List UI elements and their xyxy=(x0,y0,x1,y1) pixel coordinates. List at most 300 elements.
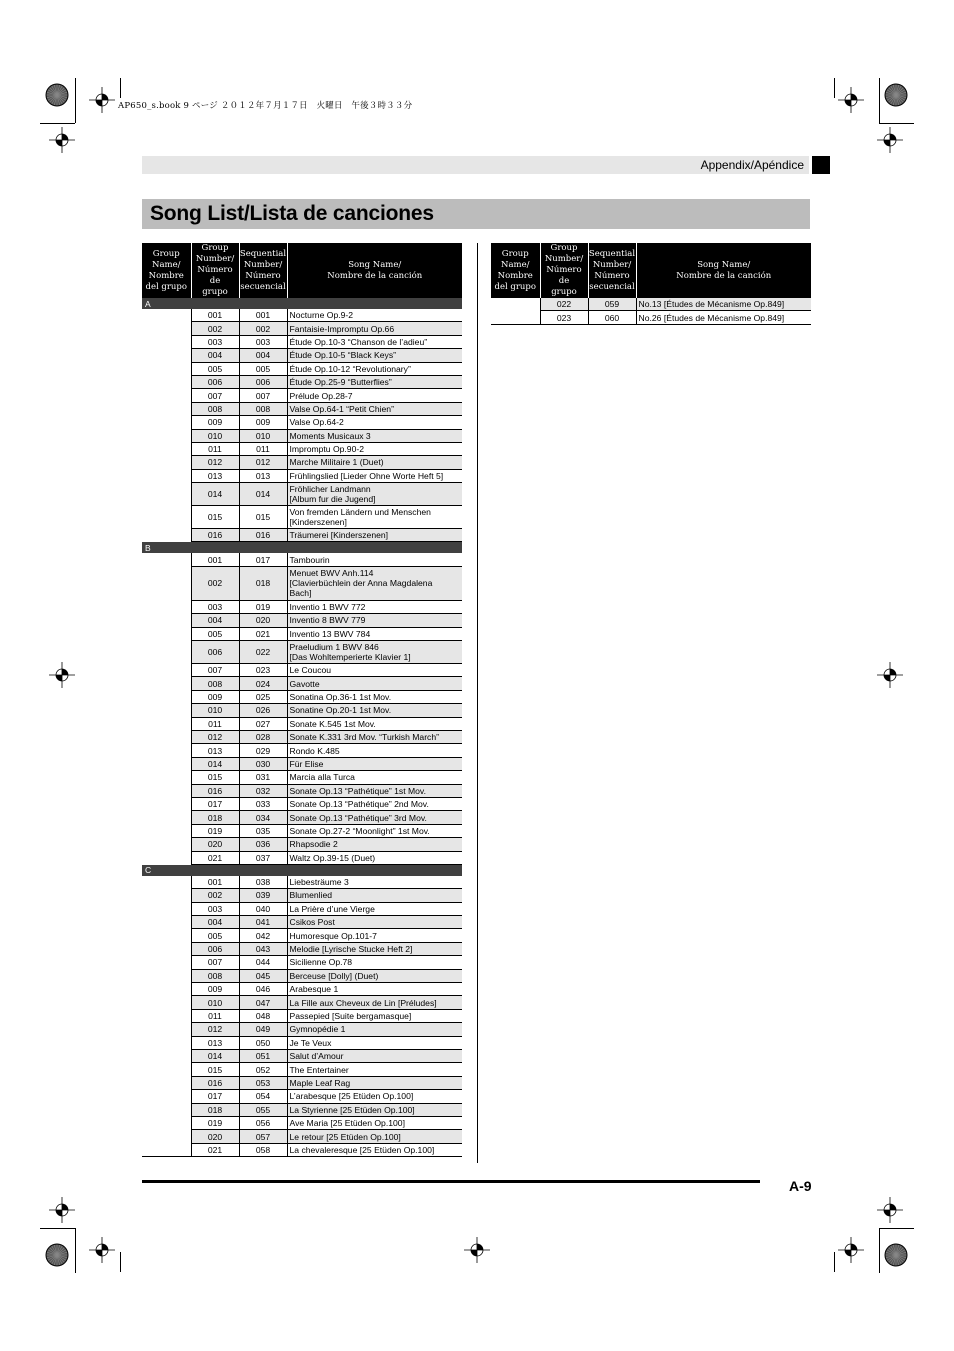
group-name-cell xyxy=(142,1036,191,1049)
group-number-cell: 020 xyxy=(191,838,239,851)
group-number-cell: 011 xyxy=(191,442,239,455)
header-line: Nombre xyxy=(497,270,533,281)
sequential-number-cell: 009 xyxy=(239,416,287,429)
song-name-line: Gymnopédie 1 xyxy=(289,1024,346,1035)
group-label: A xyxy=(142,298,462,309)
song-name-cell xyxy=(287,757,462,770)
song-name-cell xyxy=(287,416,462,429)
crop-mark xyxy=(834,1252,835,1272)
header-line: Group xyxy=(152,248,180,259)
group-name-cell xyxy=(142,1116,191,1129)
header-line: Sequential xyxy=(588,248,636,259)
song-name-line: Berceuse [Dolly] (Duet) xyxy=(289,970,379,981)
table-row xyxy=(142,942,462,955)
group-name-cell xyxy=(142,851,191,864)
song-name-cell xyxy=(287,456,462,469)
group-number-cell: 001 xyxy=(191,309,239,322)
group-number-cell: 021 xyxy=(191,851,239,864)
group-number-cell: 002 xyxy=(191,566,239,600)
song-name-cell xyxy=(287,1143,462,1156)
group-number-cell: 011 xyxy=(191,717,239,730)
table-row xyxy=(142,1076,462,1089)
group-name-cell xyxy=(142,1103,191,1116)
header-line: Nombre de la canción xyxy=(327,270,423,281)
section-label: Appendix/Apéndice xyxy=(700,158,804,172)
song-name-cell xyxy=(287,322,462,335)
group-name-cell xyxy=(491,298,540,311)
group-number-cell: 013 xyxy=(191,1036,239,1049)
song-name-cell xyxy=(287,717,462,730)
group-row xyxy=(142,542,462,554)
header-line: Number/ xyxy=(592,259,632,270)
song-name-line: [Kinderszenen] xyxy=(289,517,347,528)
sequential-number-cell: 041 xyxy=(239,916,287,929)
group-number-cell: 007 xyxy=(191,664,239,677)
table-row xyxy=(142,664,462,677)
song-name-cell xyxy=(287,1090,462,1103)
header-line: Name/ xyxy=(152,259,181,270)
group-number-cell: 004 xyxy=(191,916,239,929)
song-name-line: Melodie [Lyrische Stucke Heft 2] xyxy=(289,944,413,955)
sequential-number-cell: 019 xyxy=(239,600,287,613)
group-name-cell xyxy=(142,529,191,542)
group-name-cell xyxy=(142,614,191,627)
group-number-cell: 016 xyxy=(191,529,239,542)
group-number-cell: 009 xyxy=(191,690,239,703)
song-name-line: La chevaleresque [25 Etüden Op.100] xyxy=(289,1144,435,1155)
group-number-cell: 021 xyxy=(191,1143,239,1156)
sequential-number-cell: 022 xyxy=(239,641,287,664)
song-name-line: Bach] xyxy=(289,588,312,599)
registration-crosshair-icon xyxy=(89,1237,115,1263)
group-name-cell xyxy=(142,704,191,717)
header-line: grupo xyxy=(551,287,577,297)
table-row xyxy=(142,929,462,942)
sequential-number-cell: 033 xyxy=(239,797,287,810)
group-number-cell: 003 xyxy=(191,335,239,348)
group-name-cell xyxy=(142,506,191,529)
table-row xyxy=(142,744,462,757)
song-name-line: Inventio 1 BWV 772 xyxy=(289,602,366,613)
song-name-line: Sonate K.545 1st Mov. xyxy=(289,718,376,729)
group-name-cell xyxy=(142,889,191,902)
song-name-line: Moments Musicaux 3 xyxy=(289,430,371,441)
header-line: Group xyxy=(201,243,229,253)
song-name-cell xyxy=(287,851,462,864)
group-number-cell: 015 xyxy=(191,771,239,784)
crop-mark xyxy=(120,1252,121,1272)
song-name-line: Menuet BWV Anh.114 xyxy=(289,568,374,579)
header-song-name xyxy=(636,243,811,298)
sequential-number-cell: 055 xyxy=(239,1103,287,1116)
group-name-cell xyxy=(142,929,191,942)
sequential-number-cell: 012 xyxy=(239,456,287,469)
song-name-line: Le Coucou xyxy=(289,665,332,676)
group-name-cell xyxy=(142,1143,191,1156)
group-number-cell: 010 xyxy=(191,704,239,717)
song-name-cell xyxy=(287,889,462,902)
table-row xyxy=(142,322,462,335)
group-number-cell: 005 xyxy=(191,627,239,640)
song-name-line: Passepied [Suite bergamasque] xyxy=(289,1010,412,1021)
crop-mark xyxy=(75,78,76,123)
group-number-cell: 008 xyxy=(191,969,239,982)
table-row xyxy=(142,1063,462,1076)
sequential-number-cell: 028 xyxy=(239,730,287,743)
song-name-cell xyxy=(287,797,462,810)
song-name-cell xyxy=(287,690,462,703)
sequential-number-cell: 011 xyxy=(239,442,287,455)
group-name-cell xyxy=(142,1090,191,1103)
table-row xyxy=(142,1090,462,1103)
table-row xyxy=(142,429,462,442)
group-number-cell: 018 xyxy=(191,811,239,824)
sequential-number-cell: 017 xyxy=(239,553,287,566)
header-line: grupo xyxy=(202,287,228,297)
song-name-line: Le retour [25 Etüden Op.100] xyxy=(289,1131,401,1142)
song-name-cell xyxy=(287,1009,462,1022)
group-name-cell xyxy=(142,811,191,824)
song-name-cell xyxy=(287,838,462,851)
table-row xyxy=(142,1130,462,1143)
header-line: del grupo xyxy=(494,281,536,292)
group-number-cell: 001 xyxy=(191,553,239,566)
group-number-cell: 011 xyxy=(191,1009,239,1022)
sequential-number-cell: 048 xyxy=(239,1009,287,1022)
crop-mark xyxy=(879,78,880,123)
registration-star-target-icon xyxy=(883,1242,909,1268)
group-name-cell xyxy=(142,641,191,664)
sequential-number-cell: 039 xyxy=(239,889,287,902)
song-name-cell xyxy=(287,335,462,348)
group-name-cell xyxy=(142,677,191,690)
song-name-line: Inventio 13 BWV 784 xyxy=(289,628,371,639)
table-row xyxy=(491,311,811,324)
sequential-number-cell: 013 xyxy=(239,469,287,482)
group-number-cell: 009 xyxy=(191,416,239,429)
song-name-line: Maple Leaf Rag xyxy=(289,1077,351,1088)
sequential-number-cell: 025 xyxy=(239,690,287,703)
table-row xyxy=(142,1103,462,1116)
sequential-number-cell: 056 xyxy=(239,1116,287,1129)
crop-mark xyxy=(879,1228,880,1273)
sequential-number-cell: 044 xyxy=(239,956,287,969)
registration-crosshair-icon xyxy=(49,662,75,688)
group-number-cell: 013 xyxy=(191,469,239,482)
song-name-line: Étude Op.10-3 “Chanson de l’adieu” xyxy=(289,336,428,347)
song-name-line: La Styrienne [25 Etüden Op.100] xyxy=(289,1104,415,1115)
header-line: secuencial xyxy=(589,281,635,292)
print-header: AP650_s.book 9 ページ ２０１２年７月１７日 火曜日 午後３時３３分 xyxy=(118,101,413,111)
registration-crosshair-icon xyxy=(838,87,864,113)
group-number-cell: 020 xyxy=(191,1130,239,1143)
group-number-cell: 022 xyxy=(540,298,588,311)
group-number-cell: 007 xyxy=(191,389,239,402)
table-row xyxy=(142,442,462,455)
sequential-number-cell: 043 xyxy=(239,942,287,955)
crop-mark xyxy=(834,78,835,98)
table-row xyxy=(142,1116,462,1129)
table-row xyxy=(142,389,462,402)
group-number-cell: 002 xyxy=(191,322,239,335)
group-name-cell xyxy=(142,483,191,506)
group-name-cell xyxy=(142,717,191,730)
header-sequential-number xyxy=(588,243,636,298)
song-name-line: Étude Op.10-12 “Revolutionary” xyxy=(289,363,411,374)
header-line: Número xyxy=(245,270,281,281)
table-row xyxy=(142,851,462,864)
header-line: Nombre de la canción xyxy=(676,270,772,281)
song-name-cell xyxy=(287,824,462,837)
song-name-cell xyxy=(287,942,462,955)
group-name-cell xyxy=(491,311,540,324)
registration-crosshair-icon xyxy=(877,127,903,153)
sequential-number-cell: 037 xyxy=(239,851,287,864)
sequential-number-cell: 049 xyxy=(239,1023,287,1036)
song-name-line: Liebesträume 3 xyxy=(289,877,349,888)
table-row xyxy=(142,309,462,322)
song-name-cell xyxy=(287,677,462,690)
table-row xyxy=(142,362,462,375)
song-name-line: Arabesque 1 xyxy=(289,984,339,995)
table-row xyxy=(142,614,462,627)
song-name-cell xyxy=(636,311,811,324)
sequential-number-cell: 030 xyxy=(239,757,287,770)
sequential-number-cell: 004 xyxy=(239,349,287,362)
song-name-line: [Das Wohltemperierte Klavier 1] xyxy=(289,652,411,663)
registration-crosshair-icon xyxy=(49,127,75,153)
sequential-number-cell: 024 xyxy=(239,677,287,690)
sequential-number-cell: 047 xyxy=(239,996,287,1009)
song-name-line: Impromptu Op.90-2 xyxy=(289,444,365,455)
song-name-cell xyxy=(287,916,462,929)
song-name-line: Étude Op.25-9 “Butterflies” xyxy=(289,377,392,388)
sequential-number-cell: 029 xyxy=(239,744,287,757)
song-name-cell xyxy=(287,811,462,824)
table-row xyxy=(142,996,462,1009)
song-name-line: Frühlingslied [Lieder Ohne Worte Heft 5] xyxy=(289,470,444,481)
song-name-line: Sicilienne Op.78 xyxy=(289,957,353,968)
group-number-cell: 005 xyxy=(191,929,239,942)
song-name-cell xyxy=(287,614,462,627)
sequential-number-cell: 057 xyxy=(239,1130,287,1143)
group-name-cell xyxy=(142,757,191,770)
sequential-number-cell: 016 xyxy=(239,529,287,542)
group-number-cell: 005 xyxy=(191,362,239,375)
group-number-cell: 023 xyxy=(540,311,588,324)
song-name-line: Inventio 8 BWV 779 xyxy=(289,615,366,626)
sequential-number-cell: 002 xyxy=(239,322,287,335)
table-row xyxy=(142,771,462,784)
group-label: B xyxy=(142,542,462,554)
group-name-cell xyxy=(142,824,191,837)
registration-crosshair-icon xyxy=(464,1237,490,1263)
song-name-line: Valse Op.64-1 “Petit Chien” xyxy=(289,403,394,414)
group-name-cell xyxy=(142,600,191,613)
header-line: Número de xyxy=(546,265,582,286)
group-name-cell xyxy=(142,322,191,335)
song-name-cell xyxy=(287,553,462,566)
group-number-cell: 014 xyxy=(191,483,239,506)
table-row xyxy=(142,690,462,703)
song-name-cell xyxy=(287,664,462,677)
page-title: Song List/Lista de canciones xyxy=(150,202,434,225)
song-name-cell xyxy=(287,375,462,388)
registration-crosshair-icon xyxy=(49,1197,75,1223)
group-name-cell xyxy=(142,416,191,429)
song-name-line: Je Te Veux xyxy=(289,1037,332,1048)
song-name-cell xyxy=(287,929,462,942)
table-row xyxy=(142,529,462,542)
sequential-number-cell: 038 xyxy=(239,876,287,889)
song-name-cell xyxy=(287,1049,462,1062)
group-number-cell: 006 xyxy=(191,641,239,664)
group-name-cell xyxy=(142,402,191,415)
group-number-cell: 003 xyxy=(191,600,239,613)
group-name-cell xyxy=(142,442,191,455)
sequential-number-cell: 006 xyxy=(239,375,287,388)
registration-crosshair-icon xyxy=(89,87,115,113)
group-name-cell xyxy=(142,956,191,969)
song-name-cell xyxy=(287,389,462,402)
song-name-line: Rhapsodie 2 xyxy=(289,839,338,850)
registration-star-target-icon xyxy=(44,1242,70,1268)
song-name-line: Nocturne Op.9-2 xyxy=(289,310,354,321)
song-name-line: Marcia alla Turca xyxy=(289,772,355,783)
group-number-cell: 013 xyxy=(191,744,239,757)
song-name-cell xyxy=(287,429,462,442)
table-row xyxy=(142,983,462,996)
song-name-cell xyxy=(636,298,811,311)
header-song-name xyxy=(287,243,462,298)
song-name-line: Fröhlicher Landmann xyxy=(289,484,371,495)
group-name-cell xyxy=(142,797,191,810)
section-bar xyxy=(142,156,809,174)
song-name-cell xyxy=(287,483,462,506)
group-name-cell xyxy=(142,744,191,757)
sequential-number-cell: 010 xyxy=(239,429,287,442)
song-name-line: Sonate Op.13 “Pathétique” 3rd Mov. xyxy=(289,812,427,823)
group-name-cell xyxy=(142,456,191,469)
crop-mark xyxy=(40,1228,75,1229)
group-name-cell xyxy=(142,429,191,442)
table-row xyxy=(142,402,462,415)
table-row xyxy=(142,956,462,969)
song-name-cell xyxy=(287,566,462,600)
song-name-line: Fantaisie-Impromptu Op.66 xyxy=(289,323,395,334)
song-name-cell xyxy=(287,983,462,996)
group-name-cell xyxy=(142,983,191,996)
song-name-cell xyxy=(287,627,462,640)
song-name-line: Blumenlied xyxy=(289,890,333,901)
group-name-cell xyxy=(142,1023,191,1036)
table-row xyxy=(142,811,462,824)
registration-crosshair-icon xyxy=(877,662,903,688)
header-line: secuencial xyxy=(240,281,286,292)
header-line: Nombre xyxy=(148,270,184,281)
group-name-cell xyxy=(142,335,191,348)
sequential-number-cell: 051 xyxy=(239,1049,287,1062)
song-name-cell xyxy=(287,1130,462,1143)
crop-mark xyxy=(879,1228,914,1229)
song-name-line: Sonatine Op.20-1 1st Mov. xyxy=(289,705,392,716)
sequential-number-cell: 001 xyxy=(239,309,287,322)
song-name-line: Tambourin xyxy=(289,554,330,565)
sequential-number-cell: 054 xyxy=(239,1090,287,1103)
header-group-number xyxy=(191,243,239,298)
song-name-line: La Fille aux Cheveux de Lin [Préludes] xyxy=(289,997,437,1008)
footer-rule xyxy=(142,1180,760,1183)
song-name-line: No.13 [Études de Mécanisme Op.849] xyxy=(638,299,785,310)
group-name-cell xyxy=(142,627,191,640)
song-name-cell xyxy=(287,771,462,784)
table-row xyxy=(142,969,462,982)
song-name-cell xyxy=(287,529,462,542)
group-name-cell xyxy=(142,566,191,600)
group-name-cell xyxy=(142,389,191,402)
sequential-number-cell: 036 xyxy=(239,838,287,851)
sequential-number-cell: 014 xyxy=(239,483,287,506)
sequential-number-cell: 018 xyxy=(239,566,287,600)
sequential-number-cell: 046 xyxy=(239,983,287,996)
song-name-line: Rondo K.485 xyxy=(289,745,340,756)
group-number-cell: 008 xyxy=(191,677,239,690)
group-name-cell xyxy=(142,309,191,322)
group-number-cell: 019 xyxy=(191,1116,239,1129)
group-number-cell: 018 xyxy=(191,1103,239,1116)
group-number-cell: 009 xyxy=(191,983,239,996)
group-number-cell: 008 xyxy=(191,402,239,415)
header-line: Sequential xyxy=(239,248,287,259)
song-name-cell xyxy=(287,1103,462,1116)
song-name-cell xyxy=(287,402,462,415)
header-line: Número xyxy=(594,270,630,281)
sequential-number-cell: 045 xyxy=(239,969,287,982)
table-row xyxy=(142,916,462,929)
registration-crosshair-icon xyxy=(877,1197,903,1223)
table-row xyxy=(142,335,462,348)
sequential-number-cell: 042 xyxy=(239,929,287,942)
table-row xyxy=(142,677,462,690)
group-name-cell xyxy=(142,771,191,784)
group-number-cell: 014 xyxy=(191,757,239,770)
group-name-cell xyxy=(142,664,191,677)
group-name-cell xyxy=(142,349,191,362)
table-row xyxy=(142,566,462,600)
song-name-line: Praeludium 1 BWV 846 xyxy=(289,642,379,653)
crop-mark xyxy=(879,123,914,124)
song-name-cell xyxy=(287,704,462,717)
group-number-cell: 016 xyxy=(191,784,239,797)
sequential-number-cell: 052 xyxy=(239,1063,287,1076)
table-row xyxy=(142,784,462,797)
header-line: del grupo xyxy=(145,281,187,292)
table-row xyxy=(142,553,462,566)
group-name-cell xyxy=(142,876,191,889)
group-name-cell xyxy=(142,690,191,703)
song-name-cell xyxy=(287,1023,462,1036)
group-number-cell: 017 xyxy=(191,797,239,810)
table-row xyxy=(142,889,462,902)
table-row xyxy=(142,704,462,717)
sequential-number-cell: 003 xyxy=(239,335,287,348)
group-label: C xyxy=(142,864,462,876)
song-name-cell xyxy=(287,902,462,915)
header-sequential-number xyxy=(239,243,287,298)
sequential-number-cell: 058 xyxy=(239,1143,287,1156)
group-name-cell xyxy=(142,996,191,1009)
song-name-line: Sonate Op.13 “Pathétique” 1st Mov. xyxy=(289,785,426,796)
